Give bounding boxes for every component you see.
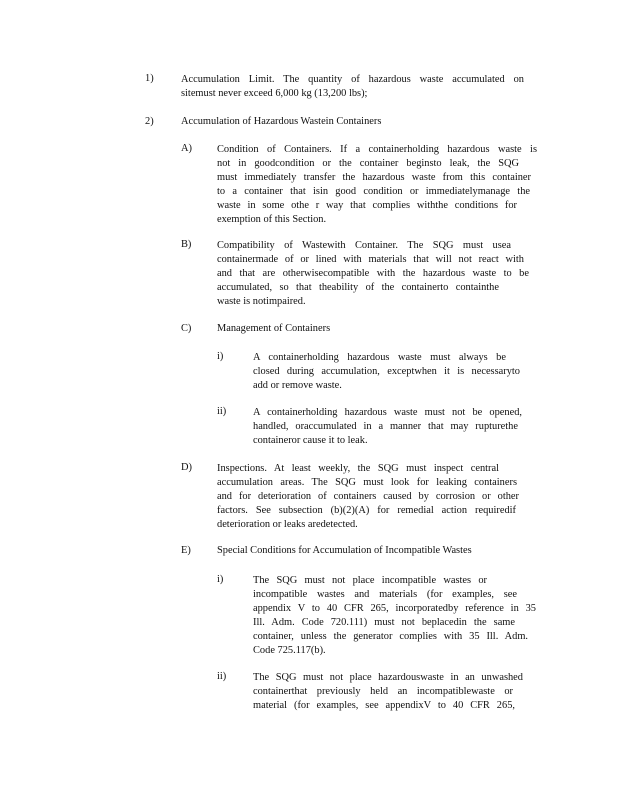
text-line: The SQG must not place hazardouswaste in an unwashed <box>253 672 523 683</box>
item-c-ii-marker: ii) <box>217 406 227 417</box>
section-1-marker: 1) <box>145 73 154 84</box>
text-line: incompatible wastes and materials (for examples, see <box>253 589 517 600</box>
item-a-marker: A) <box>181 143 192 154</box>
text-line: accumulated, so that theability of the containerto containthe <box>217 282 499 293</box>
item-c-heading: Management of Containers <box>217 323 331 334</box>
text-line: material (for examples, see appendixV to 40 CFR 265, <box>253 700 515 711</box>
text-line: and that are otherwisecompatible with the hazardous waste to be <box>217 268 529 279</box>
text-line: closed during accumulation, exceptwhen it is necessaryto <box>253 366 520 377</box>
item-e-marker: E) <box>181 545 191 556</box>
item-e-heading: Special Conditions for Accumulation of Incompatible Wastes <box>217 545 472 556</box>
text-line: to a container that isin good condition or immediatelymanage the <box>217 186 530 197</box>
text-line: Compatibility of Wastewith Container. The SQG must usea <box>217 240 511 251</box>
text-line: Inspections. At least weekly, the SQG must inspect central <box>217 463 499 474</box>
text-line: not in goodcondition or the container beginsto leak, the SQG <box>217 158 519 169</box>
text-line: must immediately transfer the hazardous waste from this container <box>217 172 531 183</box>
text-line: The SQG must not place incompatible wastes or <box>253 575 487 586</box>
item-e-i-marker: i) <box>217 574 224 585</box>
text-line: Accumulation Limit. The quantity of hazardous waste accumulated on <box>181 74 524 85</box>
text-line: and for deterioration of containers caused by corrosion or other <box>217 491 519 502</box>
item-b-marker: B) <box>181 239 192 250</box>
text-line: containerthat previously held an incompatiblewaste or <box>253 686 513 697</box>
text-line: containeror cause it to leak. <box>253 435 368 446</box>
text-line: factors. See subsection (b)(2)(A) for remedial action requiredif <box>217 505 516 516</box>
text-line: deterioration or leaks aredetected. <box>217 519 358 530</box>
text-line: waste is notimpaired. <box>217 296 306 307</box>
item-c-i-marker: i) <box>217 351 224 362</box>
text-line: A containerholding hazardous waste must always be <box>253 352 506 363</box>
text-line: container, unless the generator complies with 35 Ill. Adm. <box>253 631 528 642</box>
text-line: containermade of or lined with materials that will not react with <box>217 254 524 265</box>
text-line: accumulation areas. The SQG must look for leaking containers <box>217 477 517 488</box>
item-e-ii-marker: ii) <box>217 671 227 682</box>
item-d-marker: D) <box>181 462 192 473</box>
item-c-marker: C) <box>181 323 192 334</box>
text-line: sitemust never exceed 6,000 kg (13,200 lbs); <box>181 88 368 99</box>
text-line: exemption of this Section. <box>217 214 327 225</box>
text-line: A containerholding hazardous waste must not be opened, <box>253 407 522 418</box>
text-line: handled, oraccumulated in a manner that may rupturethe <box>253 421 518 432</box>
text-line: appendix V to 40 CFR 265, incorporatedby reference in 35 <box>253 603 536 614</box>
text-line: waste in some othe r way that complies withthe conditions for <box>217 200 517 211</box>
text-line: add or remove waste. <box>253 380 342 391</box>
text-line: Code 725.117(b). <box>253 645 326 656</box>
section-2-marker: 2) <box>145 116 154 127</box>
section-2-heading: Accumulation of Hazardous Wastein Containers <box>181 116 382 127</box>
text-line: Ill. Adm. Code 720.111) must not beplacedin the same <box>253 617 515 628</box>
text-line: Condition of Containers. If a containerholding hazardous waste is <box>217 144 537 155</box>
